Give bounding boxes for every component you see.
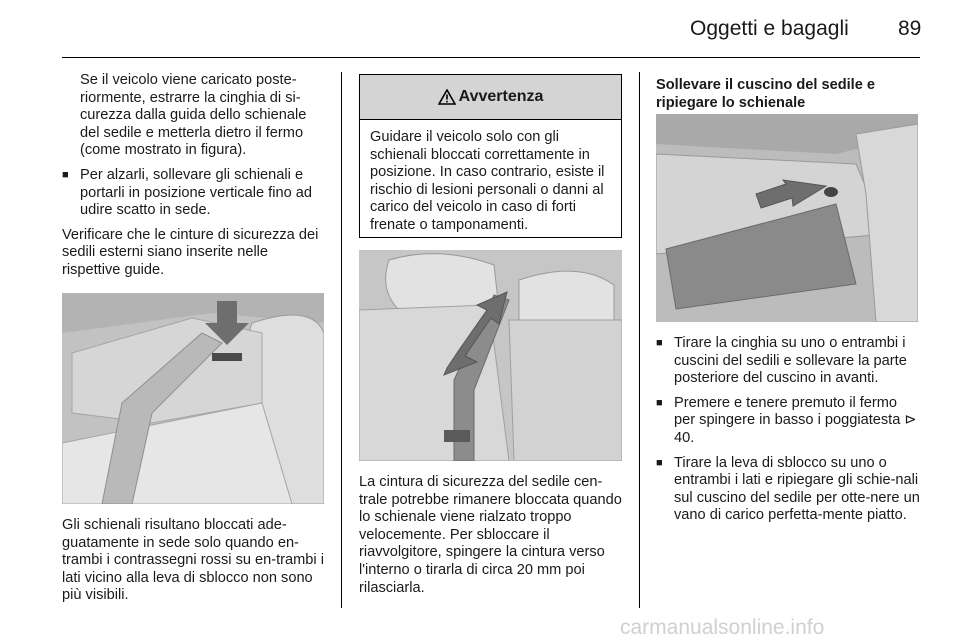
warning-body: Guidare il veicolo solo con gli schienali bloccati correttamente in posizione. In caso contrario, esiste il rischio di lesioni personali o danni al carico del veicolo in caso di forti frenate o tamponamenti. <box>370 129 605 233</box>
body-paragraph: La cintura di sicurezza del sedile cen-trale potrebbe rimanere bloccata quando lo schienale viene rialzato troppo velocemente. Per sbloccare il riavvolgitore, spingere la cintura verso l'interno o tirarla di circa 20 mm poi rilasciarla. <box>359 474 622 596</box>
page-reference-icon: ⊳ <box>904 412 917 429</box>
column-3-list <box>656 335 920 532</box>
caption-paragraph: Gli schienali risultano bloccati ade-guatamente in sede solo quando en-trambi i contrassegni rossi su en-trambi i lati vicino alla leva di sblocco non sono più visibili. <box>62 517 324 604</box>
figure-caption <box>62 517 324 612</box>
seatbelt-guide-illustration <box>62 293 324 504</box>
page-reference-link[interactable]: 40. <box>674 429 695 446</box>
body-paragraph: Verificare che le cinture di sicurezza dei sedili esterni siano inserite nelle rispettive guide. <box>62 226 319 278</box>
header-rule <box>62 57 920 58</box>
column-divider-1 <box>341 72 342 608</box>
section-heading: Sollevare il cuscino del sedile e ripiegare lo schienale <box>656 77 876 111</box>
column-1 <box>62 72 324 287</box>
center-seatbelt-illustration <box>359 250 622 461</box>
bullet-item: ■ Per alzarli, sollevare gli schienali e portarli in posizione verticale fino ad udire scatto in sede. <box>62 167 324 220</box>
bullet-item: ■ Tirare la leva di sblocco su uno o entrambi i lati e ripiegare gli schie-nali sul cuscino del sedile per otte-nere un vano di carico perfetta-mente piatto. <box>656 455 920 525</box>
column-2-text <box>359 474 622 604</box>
watermark: carmanualsonline.info <box>620 616 825 639</box>
bullet-item <box>656 395 920 448</box>
bullet-item: ■ Tirare la cinghia su uno o entrambi i cuscini del sedili e sollevare la parte posteriore del cuscino in avanti. <box>656 335 920 388</box>
bullet-text: Premere e tenere premuto il fermo per spingere in basso i poggiatesta <box>674 394 905 429</box>
page-header-title: Oggetti e bagagli <box>690 17 849 40</box>
seat-cushion-illustration <box>656 114 918 322</box>
intro-paragraph: Se il veicolo viene caricato poste-riormente, estrarre la cinghia di si-curezza dalla guida dello schienale del sedile e metterla dietro il fermo (come mostrato in figura). <box>80 72 307 159</box>
column-3-heading <box>656 77 920 119</box>
warning-triangle-icon <box>438 89 456 105</box>
warning-box <box>359 74 622 238</box>
page-number: 89 <box>898 17 922 40</box>
warning-title: Avvertenza <box>458 88 544 105</box>
column-divider-2 <box>639 72 640 608</box>
warning-header <box>360 75 621 120</box>
